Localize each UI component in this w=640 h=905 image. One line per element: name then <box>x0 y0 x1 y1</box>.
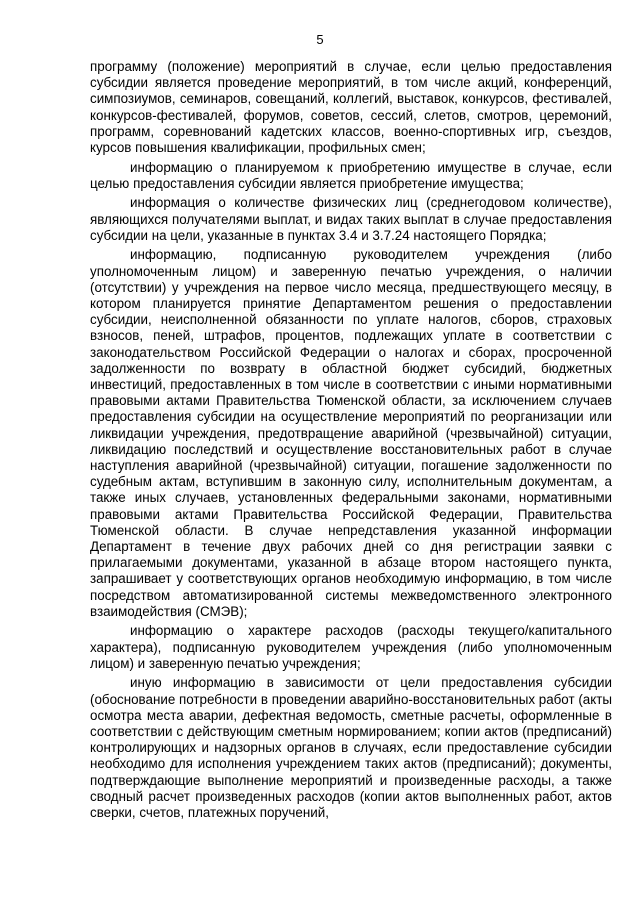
paragraph-debt-info: информацию, подписанную руководителем учреждения (либо уполномоченным лицом) и заверенную печатью учреждения, о наличии (отсутствии) у учреждения на первое число месяца, предшествующего месяцу, в котором планируется принятие Департаментом решения о предоставлении субсидии, неисполненной обязанности по уплате налогов, сборов, страховых взносов, пеней, штрафов, процентов, подлежащих уплате в соответствии с законодательством Российской Федерации о налогах и сборах, просроченной задолженности по возврату в областной бюджет субсидий, бюджетных инвестиций, предоставленных в том числе в соответствии с иными нормативными правовыми актами Правительства Тюменской области, за исключением случаев предоставления субсидии на осуществление мероприятий по реорганизации или ликвидации учреждения, предотвращение аварийной (чрезвычайной) ситуации, ликвидацию последствий и осуществление восстановительных работ в случае наступления аварийной (чрезвычайной) ситуации, погашение задолженности по судебным актам, вступившим в законную силу, исполнительным документам, а также иных случаев, установленных федеральными законами, нормативными правовыми актами Правительства Российской Федерации, Правительства Тюменской области. В случае непредставления указанной информации Департамент в течение двух рабочих дней со дня регистрации заявки с прилагаемыми документами, указанной в абзаце втором настоящего пункта, запрашивает у соответствующих органов необходимую информацию, в том числе посредством автоматизированной системы межведомственного электронного взаимодействия (СМЭВ); <box>90 247 612 619</box>
paragraph-event-program: программу (положение) мероприятий в случае, если целью предоставления субсидии является проведение мероприятий, в том числе акций, конференций, симпозиумов, семинаров, совещаний, коллегий, выставок, конкурсов, фестивалей, конкурсов-фестивалей, форумов, советов, сессий, слетов, смотров, церемоний, программ, соревнований кадетских классов, военно-спортивных игр, съездов, курсов повышения квалификации, профильных смен; <box>90 59 612 156</box>
paragraph-payment-recipients: информация о количестве физических лиц (среднегодовом количестве), являющихся получателями выплат, и видах таких выплат в случае предоставления субсидии на цели, указанные в пунктах 3.4 и 3.7.24 настоящего Порядка; <box>90 195 612 243</box>
paragraph-expense-nature: информацию о характере расходов (расходы текущего/капитального характера), подписанную руководителем учреждения (либо уполномоченным лицом) и заверенную печатью учреждения; <box>90 623 612 671</box>
document-body <box>90 59 612 825</box>
paragraph-property-info: информацию о планируемом к приобретению имуществе в случае, если целью предоставления субсидии является приобретение имущества; <box>90 159 612 191</box>
paragraph-other-info: иную информацию в зависимости от цели предоставления субсидии (обоснование потребности в проведении аварийно-восстановительных работ (акты осмотра места аварии, дефектная ведомость, сметные расчеты, оформленные в соответствии с действующим сметным нормированием; копии актов (предписаний) контролирующих и надзорных органов в случаях, если предоставление субсидии необходимо для исполнения учреждением таких актов (предписаний); документы, подтверждающие выполнение мероприятий и произведенные расходы, а также сводный расчет произведенных расходов (копии актов выполненных работ, актов сверки, счетов, платежных поручений, <box>90 675 612 821</box>
page-number: 5 <box>316 32 324 47</box>
